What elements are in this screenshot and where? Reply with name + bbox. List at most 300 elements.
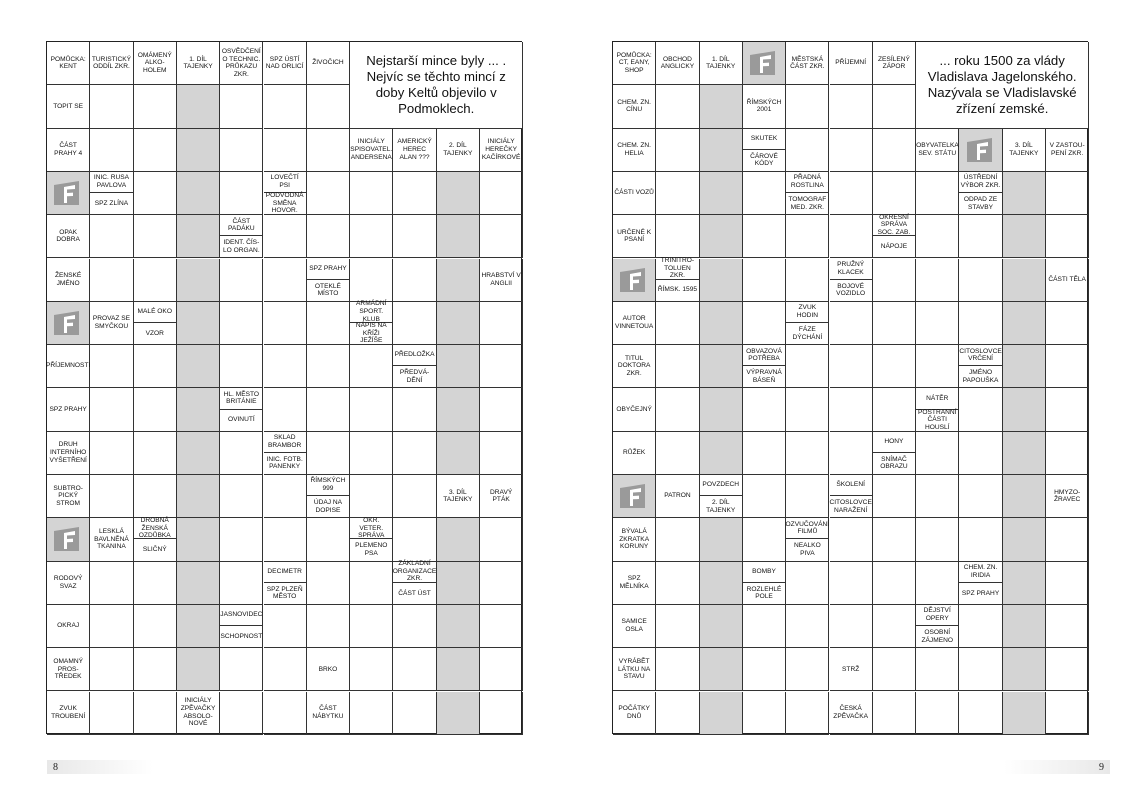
grid-cell[interactable]: [1003, 648, 1046, 691]
grid-cell[interactable]: [700, 259, 743, 302]
clue-text-bottom: NÁPIS NA KŘÍŽI JEŽÍŠE: [355, 322, 387, 345]
grid-cell[interactable]: [437, 518, 480, 561]
clue-text-top: OKR. VETER. SPRÁVA: [350, 518, 392, 539]
grid-cell[interactable]: [264, 85, 307, 128]
header-cell: [830, 42, 873, 85]
grid-cell[interactable]: [873, 605, 916, 648]
grid-cell[interactable]: [700, 345, 743, 388]
grid-cell[interactable]: [786, 432, 829, 475]
grid-cell[interactable]: [1046, 692, 1089, 735]
grid-cell[interactable]: [350, 648, 393, 691]
grid-cell[interactable]: [700, 215, 743, 258]
grid-cell[interactable]: [830, 172, 873, 215]
grid-cell[interactable]: [786, 388, 829, 431]
grid-cell[interactable]: [656, 562, 699, 605]
clue-text-top: HL. MĚSTO BRITÁNIE: [220, 388, 262, 409]
grid-cell[interactable]: [786, 692, 829, 735]
grid-cell[interactable]: [959, 648, 1002, 691]
grid-cell[interactable]: [873, 692, 916, 735]
grid-cell[interactable]: [264, 345, 307, 388]
grid-cell[interactable]: [264, 518, 307, 561]
grid-cell[interactable]: [873, 518, 916, 561]
grid-cell[interactable]: [480, 562, 523, 605]
grid-cell[interactable]: [959, 259, 1002, 302]
grid-cell[interactable]: [830, 85, 873, 128]
grid-cell[interactable]: [656, 518, 699, 561]
grid-cell[interactable]: [350, 692, 393, 735]
grid-cell[interactable]: [480, 432, 523, 475]
grid-cell[interactable]: [220, 432, 263, 475]
grid-cell[interactable]: [134, 432, 177, 475]
grid-cell[interactable]: [134, 692, 177, 735]
row-clue: SPZ MĚLNÍKA: [619, 575, 649, 590]
grid-cell[interactable]: [1003, 259, 1046, 302]
grid-cell[interactable]: [743, 648, 786, 691]
grid-cell[interactable]: [134, 129, 177, 172]
clue-text-bottom: PLEMENO PSA: [355, 542, 388, 557]
grid-cell[interactable]: [656, 432, 699, 475]
grid-cell[interactable]: [480, 518, 523, 561]
grid-cell[interactable]: [830, 432, 873, 475]
grid-cell[interactable]: [656, 692, 699, 735]
grid-cell[interactable]: [959, 302, 1002, 345]
header-cell: [90, 42, 133, 85]
clue-text: HRABSTVÍ V ANGLII: [481, 272, 521, 287]
grid-cell[interactable]: [1046, 345, 1089, 388]
grid-cell[interactable]: [959, 475, 1002, 518]
row-clue-cell: [47, 345, 90, 388]
logo-icon: [963, 135, 997, 165]
grid-cell[interactable]: [700, 172, 743, 215]
grid-cell[interactable]: [916, 172, 959, 215]
grid-cell[interactable]: [90, 648, 133, 691]
grid-cell[interactable]: [1003, 475, 1046, 518]
grid-cell[interactable]: [656, 302, 699, 345]
grid-cell[interactable]: [437, 605, 480, 648]
clue-cell: [393, 345, 436, 388]
grid-cell[interactable]: [307, 388, 350, 431]
grid-cell[interactable]: [134, 85, 177, 128]
header-cell: [220, 42, 263, 85]
grid-cell[interactable]: [134, 259, 177, 302]
clue-cell: [307, 475, 350, 518]
grid-cell[interactable]: [393, 692, 436, 735]
grid-cell[interactable]: [307, 605, 350, 648]
grid-cell[interactable]: [437, 172, 480, 215]
grid-cell[interactable]: [350, 562, 393, 605]
grid-cell[interactable]: [916, 692, 959, 735]
grid-cell[interactable]: [480, 345, 523, 388]
grid-cell[interactable]: [1046, 215, 1089, 258]
grid-cell[interactable]: [437, 562, 480, 605]
grid-cell[interactable]: [1003, 562, 1046, 605]
grid-cell[interactable]: [916, 345, 959, 388]
grid-cell[interactable]: [1046, 562, 1089, 605]
grid-cell[interactable]: [959, 518, 1002, 561]
clue-text: BRKO: [318, 665, 338, 673]
grid-cell[interactable]: [700, 562, 743, 605]
clue-text: INICIÁLY ZPĚVAČKY ABSOLO-NOVÉ: [180, 697, 216, 728]
grid-cell[interactable]: [480, 648, 523, 691]
grid-cell[interactable]: [134, 215, 177, 258]
clue-cell: [350, 302, 393, 345]
grid-cell[interactable]: [220, 129, 263, 172]
grid-cell[interactable]: [90, 605, 133, 648]
grid-cell[interactable]: [437, 432, 480, 475]
grid-cell[interactable]: [220, 345, 263, 388]
grid-cell[interactable]: [786, 562, 829, 605]
grid-cell[interactable]: [437, 215, 480, 258]
header-clue: POMŮCKA: KENT: [50, 55, 86, 71]
grid-cell[interactable]: [90, 129, 133, 172]
clue-cell: [830, 475, 873, 518]
grid-cell[interactable]: [743, 215, 786, 258]
row-clue: CHEM. ZN. HELIA: [617, 142, 651, 157]
grid-cell[interactable]: [656, 388, 699, 431]
grid-cell[interactable]: [177, 518, 220, 561]
clue-text-top: JASNOVIDEC: [220, 605, 262, 626]
grid-cell[interactable]: [177, 215, 220, 258]
grid-cell[interactable]: [220, 518, 263, 561]
clue-text-bottom: ŘÍMSK. 1595: [657, 286, 698, 294]
grid-cell[interactable]: [307, 562, 350, 605]
grid-cell[interactable]: [307, 345, 350, 388]
clue-cell: [480, 129, 523, 172]
grid-cell[interactable]: [350, 605, 393, 648]
grid-cell[interactable]: [177, 432, 220, 475]
grid-cell[interactable]: [480, 692, 523, 735]
grid-cell[interactable]: [307, 302, 350, 345]
clue-cell: [700, 475, 743, 518]
grid-cell[interactable]: [873, 172, 916, 215]
grid-cell[interactable]: [393, 518, 436, 561]
grid-cell[interactable]: [307, 432, 350, 475]
clue-text-top: CITOSLOVCE VRČENÍ: [959, 345, 1001, 366]
grid-cell[interactable]: [916, 648, 959, 691]
grid-cell[interactable]: [480, 388, 523, 431]
grid-cell[interactable]: [1003, 215, 1046, 258]
grid-cell[interactable]: [1003, 388, 1046, 431]
grid-cell[interactable]: [1003, 172, 1046, 215]
grid-cell[interactable]: [90, 259, 133, 302]
grid-cell[interactable]: [350, 345, 393, 388]
grid-cell[interactable]: [873, 388, 916, 431]
grid-cell[interactable]: [393, 475, 436, 518]
row-clue: RŮŽEK: [622, 449, 646, 457]
grid-cell[interactable]: [90, 345, 133, 388]
clue-cell: [393, 129, 436, 172]
grid-cell[interactable]: [700, 129, 743, 172]
grid-cell[interactable]: [1003, 302, 1046, 345]
row-clue: POČÁTKY DNŮ: [618, 705, 650, 720]
row-clue: PŘÍJEMNOSTI: [45, 362, 91, 370]
grid-cell[interactable]: [393, 215, 436, 258]
grid-cell[interactable]: [307, 85, 350, 128]
grid-cell[interactable]: [350, 259, 393, 302]
grid-cell[interactable]: [786, 345, 829, 388]
crossword-grid-right: [612, 41, 1088, 734]
clue-cell: [134, 518, 177, 561]
grid-cell[interactable]: [437, 388, 480, 431]
grid-cell[interactable]: [393, 388, 436, 431]
grid-cell[interactable]: [743, 302, 786, 345]
clue-text-bottom: ÚDAJ NA DOPISE: [313, 499, 343, 514]
grid-cell[interactable]: [1046, 302, 1089, 345]
grid-cell[interactable]: [177, 129, 220, 172]
grid-cell[interactable]: [916, 215, 959, 258]
clue-text-bottom: JMÉNO PAPOUŠKA: [962, 369, 999, 384]
grid-cell[interactable]: [656, 85, 699, 128]
grid-cell[interactable]: [656, 605, 699, 648]
grid-cell[interactable]: [830, 388, 873, 431]
grid-cell[interactable]: [177, 605, 220, 648]
grid-cell[interactable]: [134, 605, 177, 648]
grid-cell[interactable]: [830, 215, 873, 258]
clue-text-top: ŘÍMSKÝCH 999: [307, 475, 349, 496]
grid-cell[interactable]: [700, 605, 743, 648]
grid-cell[interactable]: [916, 432, 959, 475]
grid-cell[interactable]: [134, 172, 177, 215]
grid-cell[interactable]: [786, 605, 829, 648]
grid-cell[interactable]: [1046, 648, 1089, 691]
grid-cell[interactable]: [873, 648, 916, 691]
grid-cell[interactable]: [1003, 692, 1046, 735]
grid-cell[interactable]: [90, 388, 133, 431]
grid-cell[interactable]: [1003, 432, 1046, 475]
grid-cell[interactable]: [1046, 605, 1089, 648]
row-clue-cell: [47, 605, 90, 648]
grid-cell[interactable]: [220, 172, 263, 215]
grid-cell[interactable]: [177, 562, 220, 605]
grid-cell[interactable]: [743, 518, 786, 561]
clue-cell: [480, 475, 523, 518]
grid-cell[interactable]: [786, 129, 829, 172]
grid-cell[interactable]: [134, 475, 177, 518]
grid-cell[interactable]: [264, 692, 307, 735]
grid-cell[interactable]: [177, 475, 220, 518]
grid-cell[interactable]: [220, 259, 263, 302]
row-clue-cell: [613, 432, 656, 475]
grid-cell[interactable]: [873, 302, 916, 345]
clue-cell: [916, 605, 959, 648]
grid-cell[interactable]: [656, 215, 699, 258]
grid-cell[interactable]: [830, 518, 873, 561]
grid-cell[interactable]: [830, 562, 873, 605]
grid-cell[interactable]: [177, 388, 220, 431]
grid-cell[interactable]: [437, 345, 480, 388]
grid-cell[interactable]: [830, 302, 873, 345]
grid-cell[interactable]: [916, 475, 959, 518]
clue-text-bottom: INIC. FOTB. PANENKY: [266, 455, 303, 471]
grid-cell[interactable]: [700, 692, 743, 735]
grid-cell[interactable]: [437, 259, 480, 302]
grid-cell[interactable]: [307, 172, 350, 215]
grid-cell[interactable]: [786, 648, 829, 691]
clue-text-top: DECIMETR: [264, 562, 306, 583]
grid-cell[interactable]: [220, 562, 263, 605]
grid-cell[interactable]: [656, 172, 699, 215]
grid-cell[interactable]: [90, 562, 133, 605]
grid-cell[interactable]: [177, 648, 220, 691]
grid-cell[interactable]: [700, 432, 743, 475]
grid-cell[interactable]: [134, 388, 177, 431]
grid-cell[interactable]: [700, 388, 743, 431]
grid-cell[interactable]: [656, 129, 699, 172]
grid-cell[interactable]: [90, 692, 133, 735]
grid-cell[interactable]: [1003, 605, 1046, 648]
grid-cell[interactable]: [1046, 172, 1089, 215]
row-clue: TITUL DOKTORA ZKR.: [617, 354, 651, 378]
clue-cell: [959, 562, 1002, 605]
grid-cell[interactable]: [393, 605, 436, 648]
row-clue: TOPIT SE: [53, 102, 84, 110]
grid-cell[interactable]: [393, 302, 436, 345]
grid-cell[interactable]: [393, 648, 436, 691]
header-cell: [134, 42, 177, 85]
grid-cell[interactable]: [220, 85, 263, 128]
grid-cell[interactable]: [177, 172, 220, 215]
grid-cell[interactable]: [264, 129, 307, 172]
grid-cell[interactable]: [700, 648, 743, 691]
row-clue: ZVUK TROUBENÍ: [51, 705, 86, 720]
header-clue: OBCHOD ANGLICKY: [660, 55, 695, 71]
grid-cell[interactable]: [1003, 518, 1046, 561]
grid-cell[interactable]: [264, 302, 307, 345]
grid-cell[interactable]: [437, 692, 480, 735]
clue-text-bottom: OVINUTÍ: [227, 416, 255, 424]
clue-text-top: ZÁKLADNÍ ORGANIZACE ZKR.: [392, 560, 437, 583]
grid-cell[interactable]: [177, 85, 220, 128]
grid-cell[interactable]: [743, 475, 786, 518]
grid-cell[interactable]: [134, 648, 177, 691]
grid-cell[interactable]: [350, 475, 393, 518]
grid-cell[interactable]: [743, 259, 786, 302]
clue-cell: [480, 259, 523, 302]
grid-cell[interactable]: [830, 605, 873, 648]
row-clue: OBYČEJNÝ: [616, 405, 652, 413]
grid-cell[interactable]: [1046, 518, 1089, 561]
clue-cell: [830, 259, 873, 302]
grid-cell[interactable]: [480, 302, 523, 345]
grid-cell[interactable]: [264, 475, 307, 518]
grid-cell[interactable]: [480, 172, 523, 215]
grid-cell[interactable]: [873, 475, 916, 518]
grid-cell[interactable]: [220, 692, 263, 735]
grid-cell[interactable]: [743, 692, 786, 735]
grid-cell[interactable]: [264, 259, 307, 302]
grid-cell[interactable]: [1046, 388, 1089, 431]
grid-cell[interactable]: [220, 648, 263, 691]
grid-cell[interactable]: [786, 475, 829, 518]
grid-cell[interactable]: [959, 388, 1002, 431]
grid-cell[interactable]: [916, 518, 959, 561]
grid-cell[interactable]: [743, 432, 786, 475]
grid-cell[interactable]: [307, 129, 350, 172]
clue-cell: [90, 172, 133, 215]
grid-cell[interactable]: [307, 518, 350, 561]
clue-text: V ZASTOU-PENÍ ZKR.: [1049, 142, 1085, 157]
grid-cell[interactable]: [264, 388, 307, 431]
grid-cell[interactable]: [90, 475, 133, 518]
grid-cell[interactable]: [90, 85, 133, 128]
grid-cell[interactable]: [134, 562, 177, 605]
grid-cell[interactable]: [307, 215, 350, 258]
clue-text-bottom: NEALKO PIVA: [793, 542, 821, 557]
grid-cell[interactable]: [700, 518, 743, 561]
grid-cell[interactable]: [743, 172, 786, 215]
grid-cell[interactable]: [916, 562, 959, 605]
grid-cell[interactable]: [480, 605, 523, 648]
grid-cell[interactable]: [1003, 345, 1046, 388]
grid-cell[interactable]: [700, 85, 743, 128]
clue-text-bottom: VÝPRAVNÁ BÁSEŇ: [746, 369, 782, 384]
grid-cell[interactable]: [959, 692, 1002, 735]
grid-cell[interactable]: [350, 388, 393, 431]
grid-cell[interactable]: [873, 259, 916, 302]
grid-cell[interactable]: [959, 605, 1002, 648]
clue-text: ČÁST NÁBYTKU: [312, 705, 344, 720]
grid-cell[interactable]: [656, 345, 699, 388]
grid-cell[interactable]: [393, 432, 436, 475]
logo-icon: [51, 178, 85, 208]
grid-cell[interactable]: [393, 259, 436, 302]
grid-cell[interactable]: [873, 85, 916, 128]
grid-cell[interactable]: [437, 302, 480, 345]
row-clue: BÝVALÁ ZKRATKA KORUNY: [619, 528, 650, 551]
grid-cell[interactable]: [437, 648, 480, 691]
grid-cell[interactable]: [220, 475, 263, 518]
grid-cell[interactable]: [830, 345, 873, 388]
grid-cell[interactable]: [743, 605, 786, 648]
grid-cell[interactable]: [959, 432, 1002, 475]
grid-cell[interactable]: [134, 345, 177, 388]
grid-cell[interactable]: [959, 215, 1002, 258]
grid-cell[interactable]: [700, 302, 743, 345]
grid-cell[interactable]: [220, 302, 263, 345]
grid-cell[interactable]: [786, 85, 829, 128]
grid-cell[interactable]: [1046, 432, 1089, 475]
grid-cell[interactable]: [177, 345, 220, 388]
grid-cell[interactable]: [830, 129, 873, 172]
clue-text-bottom: ČÁST ÚST: [398, 589, 431, 597]
grid-cell[interactable]: [177, 302, 220, 345]
grid-cell[interactable]: [786, 215, 829, 258]
grid-cell[interactable]: [177, 259, 220, 302]
grid-cell[interactable]: [743, 388, 786, 431]
grid-cell[interactable]: [264, 605, 307, 648]
grid-cell[interactable]: [656, 648, 699, 691]
grid-cell[interactable]: [916, 302, 959, 345]
grid-cell[interactable]: [90, 215, 133, 258]
grid-cell[interactable]: [264, 648, 307, 691]
grid-cell[interactable]: [264, 215, 307, 258]
grid-cell[interactable]: [873, 129, 916, 172]
grid-cell[interactable]: [873, 562, 916, 605]
grid-cell[interactable]: [350, 215, 393, 258]
grid-cell[interactable]: [350, 172, 393, 215]
grid-cell[interactable]: [350, 432, 393, 475]
header-cell: [743, 42, 786, 85]
grid-cell[interactable]: [786, 259, 829, 302]
grid-cell[interactable]: [90, 432, 133, 475]
row-clue: URČENÉ K PSANÍ: [617, 228, 652, 244]
grid-cell[interactable]: [393, 172, 436, 215]
grid-cell[interactable]: [916, 259, 959, 302]
clue-cell: [307, 259, 350, 302]
grid-cell[interactable]: [873, 345, 916, 388]
grid-cell[interactable]: [480, 215, 523, 258]
clue-text-top: PŘADNÁ ROSTLINA: [786, 172, 828, 193]
